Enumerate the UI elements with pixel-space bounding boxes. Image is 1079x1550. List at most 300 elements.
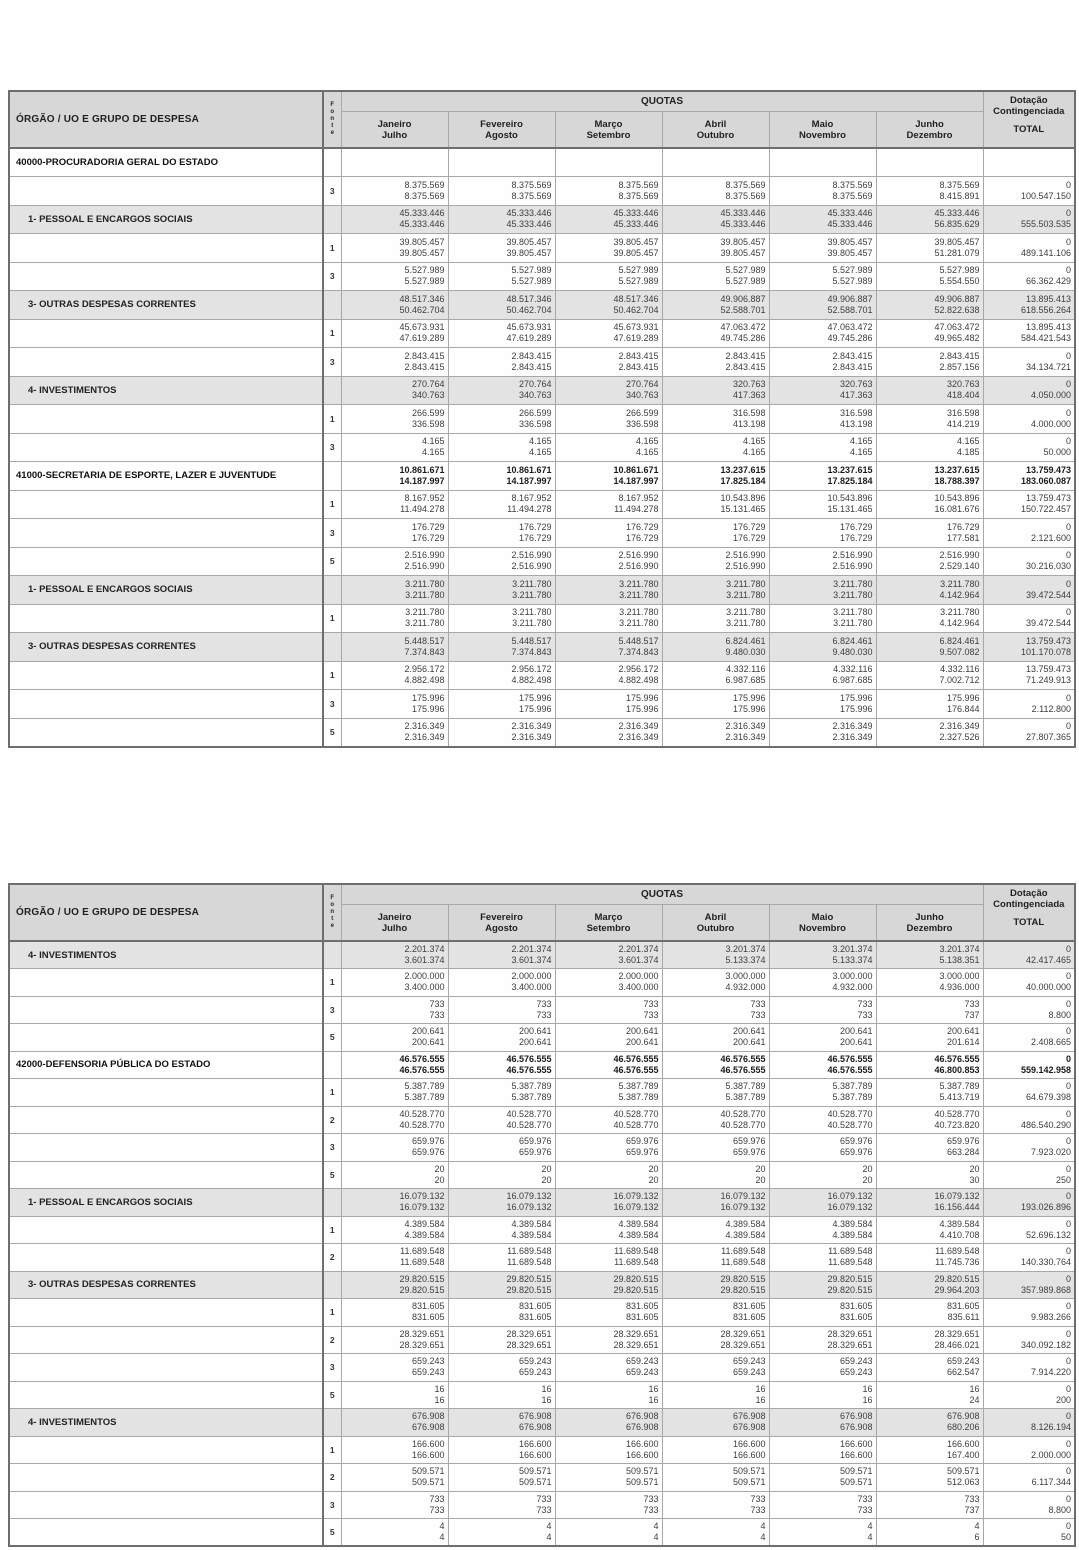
quota-cell: 46.576.555 46.800.853 [876,1051,983,1079]
fonte-value [323,576,341,605]
group-row [9,576,1075,605]
fonte-row [9,969,1075,997]
fonte-value: 5 [323,718,341,747]
fonte-row [9,604,1075,633]
quota-cell: 266.599 336.598 [448,405,555,434]
fonte-row [9,1436,1075,1464]
group-row [9,205,1075,234]
fonte-row [9,433,1075,462]
fonte-value [323,376,341,405]
fonte-value: 2 [323,1106,341,1134]
quota-cell: 659.976 663.284 [876,1134,983,1162]
fonte-row [9,1106,1075,1134]
fonte-value [323,633,341,662]
row-label: 1- PESSOAL E ENCARGOS SOCIAIS [9,576,323,605]
quota-cell: 3.201.374 5.133.374 [769,941,876,969]
quota-cell: 48.517.346 50.462.704 [555,291,662,320]
quota-cell: 2.516.990 2.516.990 [769,547,876,576]
quota-table-page-2 [8,883,1076,1547]
row-label [9,177,323,206]
fonte-value: 3 [323,1134,341,1162]
quota-cell: 40.528.770 40.528.770 [555,1106,662,1134]
fonte-value [323,291,341,320]
quota-cell: 509.571 509.571 [341,1464,448,1492]
quota-cell: 4 4 [555,1519,662,1547]
quota-cell: 29.820.515 29.820.515 [448,1271,555,1299]
dotacao-total-cell: 0 4.000.000 [983,405,1075,434]
quota-cell: 16 16 [448,1381,555,1409]
quota-cell: 3.211.780 3.211.780 [448,576,555,605]
dotacao-total-cell: 0 4.050.000 [983,376,1075,405]
quota-cell: 11.689.548 11.689.548 [555,1244,662,1272]
row-label [9,718,323,747]
quota-cell: 8.167.952 11.494.278 [448,490,555,519]
quota-cell: 2.000.000 3.400.000 [448,969,555,997]
quota-cell: 676.908 676.908 [662,1409,769,1437]
quota-cell: 45.333.446 56.835.629 [876,205,983,234]
fonte-row [9,690,1075,719]
quota-cell: 733 733 [662,996,769,1024]
row-label: 4- INVESTIMENTOS [9,376,323,405]
quota-cell: 48.517.346 50.462.704 [341,291,448,320]
row-label [9,1106,323,1134]
row-label: 41000-SECRETARIA DE ESPORTE, LAZER E JUVENTUDE [9,462,323,491]
row-label [9,1354,323,1382]
quota-cell: 11.689.548 11.689.548 [448,1244,555,1272]
dotacao-total-cell: 0 64.679.398 [983,1079,1075,1107]
quota-cell: 5.387.789 5.387.789 [448,1079,555,1107]
quota-cell: 5.527.989 5.527.989 [769,262,876,291]
quota-cell: 48.517.346 50.462.704 [448,291,555,320]
fonte-row [9,490,1075,519]
quota-cell: 45.333.446 45.333.446 [341,205,448,234]
fonte-row [9,1326,1075,1354]
quota-cell: 2.843.415 2.843.415 [448,348,555,377]
quota-cell: 4.389.584 4.410.708 [876,1216,983,1244]
quota-cell: 16.079.132 16.079.132 [341,1189,448,1217]
quota-cell: 16.079.132 16.156.444 [876,1189,983,1217]
quota-cell: 45.333.446 45.333.446 [555,205,662,234]
quota-cell: 2.316.349 2.316.349 [448,718,555,747]
row-label [9,1491,323,1519]
quota-cell: 5.387.789 5.387.789 [341,1079,448,1107]
total-label: TOTAL [1013,917,1045,928]
dotacao-total-cell: 0 200 [983,1381,1075,1409]
month-column-header-5: Maio Novembro [769,112,876,149]
quota-cell: 5.527.989 5.527.989 [662,262,769,291]
dotacao-total-cell: 0 193.026.896 [983,1189,1075,1217]
quota-cell: 8.375.569 8.375.569 [662,177,769,206]
quota-cell: 8.375.569 8.375.569 [341,177,448,206]
fonte-value: 1 [323,490,341,519]
row-label [9,996,323,1024]
fonte-value: 5 [323,1024,341,1052]
quota-cell: 45.333.446 45.333.446 [769,205,876,234]
fonte-row [9,262,1075,291]
dotacao-total-cell: 0 27.807.365 [983,718,1075,747]
quota-cell: 4 6 [876,1519,983,1547]
quota-cell: 2.516.990 2.516.990 [662,547,769,576]
quota-cell: 45.333.446 45.333.446 [662,205,769,234]
quota-cell: 28.329.651 28.329.651 [769,1326,876,1354]
quota-cell: 46.576.555 46.576.555 [555,1051,662,1079]
row-label [9,969,323,997]
fonte-value [323,462,341,491]
quota-cell: 3.211.780 3.211.780 [662,604,769,633]
fonte-value: 5 [323,1381,341,1409]
quota-cell: 3.000.000 4.932.000 [662,969,769,997]
dotacao-total-cell: 0 40.000.000 [983,969,1075,997]
fonte-row [9,661,1075,690]
table-header [9,91,1075,148]
quota-cell: 676.908 676.908 [448,1409,555,1437]
quota-cell: 16.079.132 16.079.132 [662,1189,769,1217]
quota-cell: 659.243 662.547 [876,1354,983,1382]
quota-cell: 166.600 167.400 [876,1436,983,1464]
dotacao-total-cell [983,148,1075,177]
quota-cell: 2.843.415 2.843.415 [341,348,448,377]
quota-cell: 2.316.349 2.316.349 [341,718,448,747]
quota-cell: 4.332.116 7.002.712 [876,661,983,690]
quota-cell: 5.527.989 5.554.550 [876,262,983,291]
quota-cell: 10.543.896 16.081.676 [876,490,983,519]
fonte-value [323,1271,341,1299]
fonte-value: 3 [323,690,341,719]
row-label: 4- INVESTIMENTOS [9,941,323,969]
quota-cell: 733 737 [876,1491,983,1519]
quota-cell: 8.167.952 11.494.278 [341,490,448,519]
quota-cell: 831.605 831.605 [341,1299,448,1327]
quota-cell: 20 20 [448,1161,555,1189]
dotacao-total-cell: 0 30.216.030 [983,547,1075,576]
dotacao-total-cell: 13.895.413 584.421.543 [983,319,1075,348]
fonte-row [9,177,1075,206]
row-label [9,1244,323,1272]
fonte-row [9,1244,1075,1272]
quota-cell: 11.689.548 11.689.548 [662,1244,769,1272]
quota-cell: 4 4 [341,1519,448,1547]
month-column-header-2: Fevereiro Agosto [448,905,555,942]
dotacao-total-cell: 0 7.914.220 [983,1354,1075,1382]
row-label: 3- OUTRAS DESPESAS CORRENTES [9,1271,323,1299]
quota-cell: 13.237.615 17.825.184 [769,462,876,491]
quota-cell: 3.000.000 4.936.000 [876,969,983,997]
fonte-value: 1 [323,1436,341,1464]
quota-cell: 40.528.770 40.528.770 [341,1106,448,1134]
quota-cell: 676.908 676.908 [555,1409,662,1437]
orgao-column-header: ÓRGÃO / UO E GRUPO DE DESPESA [9,91,323,148]
row-label [9,405,323,434]
quota-cell: 3.211.780 3.211.780 [769,604,876,633]
row-label: 40000-PROCURADORIA GERAL DO ESTADO [9,148,323,177]
dotacao-total-cell: 0 66.362.429 [983,262,1075,291]
quota-cell: 49.906.887 52.822.638 [876,291,983,320]
quota-cell: 40.528.770 40.528.770 [662,1106,769,1134]
quota-cell: 6.824.461 9.507.082 [876,633,983,662]
dotacao-total-cell: 0 140.330.764 [983,1244,1075,1272]
row-label [9,519,323,548]
quota-cell: 320.763 418.404 [876,376,983,405]
dotacao-total-column-header [983,884,1075,941]
fonte-column-header: F o n t e [323,884,341,941]
dotacao-total-cell: 0 2.000.000 [983,1436,1075,1464]
table-body [9,941,1075,1546]
quota-cell: 3.211.780 3.211.780 [555,604,662,633]
row-label [9,262,323,291]
fonte-row [9,1024,1075,1052]
quota-cell: 676.908 676.908 [769,1409,876,1437]
quota-cell: 6.824.461 9.480.030 [662,633,769,662]
dotacao-total-cell: 0 9.983.266 [983,1299,1075,1327]
fonte-value: 3 [323,177,341,206]
dotacao-total-cell: 0 489.141.106 [983,234,1075,263]
fonte-value: 2 [323,1326,341,1354]
quota-cell: 200.641 200.641 [662,1024,769,1052]
quota-cell: 5.527.989 5.527.989 [341,262,448,291]
quota-cell: 10.543.896 15.131.465 [769,490,876,519]
dotacao-total-cell: 0 555.503.535 [983,205,1075,234]
quota-cell: 175.996 175.996 [662,690,769,719]
quota-cell: 16 16 [555,1381,662,1409]
quota-cell: 39.805.457 39.805.457 [448,234,555,263]
quota-cell: 270.764 340.763 [555,376,662,405]
fonte-value: 5 [323,547,341,576]
quota-cell: 6.824.461 9.480.030 [769,633,876,662]
fonte-value: 2 [323,1244,341,1272]
quota-cell: 659.976 659.976 [662,1134,769,1162]
quotas-header: QUOTAS [341,884,983,905]
quota-table-page-1 [8,90,1076,748]
quota-cell: 45.673.931 47.619.289 [341,319,448,348]
fonte-value [323,1189,341,1217]
quota-cell: 29.820.515 29.820.515 [341,1271,448,1299]
dotacao-total-cell: 0 8.800 [983,1491,1075,1519]
row-label [9,1134,323,1162]
quota-cell: 11.689.548 11.745.736 [876,1244,983,1272]
dotacao-total-cell: 0 486.540.290 [983,1106,1075,1134]
quota-cell: 10.861.671 14.187.997 [555,462,662,491]
quota-cell: 28.329.651 28.329.651 [555,1326,662,1354]
dotacao-total-cell: 0 50.000 [983,433,1075,462]
quota-cell: 28.329.651 28.329.651 [662,1326,769,1354]
dotacao-total-cell: 0 42.417.465 [983,941,1075,969]
quota-cell: 659.243 659.243 [341,1354,448,1382]
dotacao-total-cell: 0 357.989.868 [983,1271,1075,1299]
quota-cell: 2.516.990 2.516.990 [341,547,448,576]
quota-cell: 200.641 200.641 [769,1024,876,1052]
fonte-row [9,348,1075,377]
quota-cell: 4.165 4.165 [341,433,448,462]
quota-cell: 4.389.584 4.389.584 [341,1216,448,1244]
quota-cell: 266.599 336.598 [555,405,662,434]
fonte-row [9,547,1075,576]
budget-report-page-1 [8,90,1074,748]
group-row [9,376,1075,405]
quota-cell: 509.571 509.571 [555,1464,662,1492]
quota-cell: 4.389.584 4.389.584 [448,1216,555,1244]
quota-cell: 5.448.517 7.374.843 [341,633,448,662]
month-column-header-5: Maio Novembro [769,905,876,942]
quota-cell: 200.641 200.641 [448,1024,555,1052]
quota-cell: 16 16 [341,1381,448,1409]
quota-cell: 13.237.615 17.825.184 [662,462,769,491]
quota-cell: 5.448.517 7.374.843 [555,633,662,662]
quota-cell: 831.605 835.611 [876,1299,983,1327]
quota-cell: 2.516.990 2.529.140 [876,547,983,576]
dotacao-total-cell: 0 2.112.800 [983,690,1075,719]
row-label [9,690,323,719]
quota-cell: 3.201.374 5.138.351 [876,941,983,969]
quota-cell: 3.211.780 3.211.780 [769,576,876,605]
row-label: 4- INVESTIMENTOS [9,1409,323,1437]
month-column-header-1: Janeiro Julho [341,905,448,942]
quota-cell: 509.571 512.063 [876,1464,983,1492]
dotacao-total-cell: 13.895.413 618.556.264 [983,291,1075,320]
quota-cell: 40.528.770 40.528.770 [448,1106,555,1134]
quota-cell [662,148,769,177]
org-row [9,462,1075,491]
dotacao-total-cell: 13.759.473 183.060.087 [983,462,1075,491]
quota-cell: 659.976 659.976 [448,1134,555,1162]
quota-cell: 8.167.952 11.494.278 [555,490,662,519]
fonte-value: 1 [323,1079,341,1107]
quota-cell: 2.956.172 4.882.498 [341,661,448,690]
quota-cell: 2.316.349 2.316.349 [662,718,769,747]
quota-cell: 13.237.615 18.788.397 [876,462,983,491]
fonte-column-header: F o n t e [323,91,341,148]
fonte-row [9,718,1075,747]
quota-cell: 49.906.887 52.588.701 [769,291,876,320]
group-row [9,1409,1075,1437]
quota-cell: 46.576.555 46.576.555 [769,1051,876,1079]
quota-cell: 16 16 [662,1381,769,1409]
fonte-row [9,1299,1075,1327]
quota-cell: 2.316.349 2.327.526 [876,718,983,747]
quota-cell: 676.908 680.206 [876,1409,983,1437]
month-column-header-1: Janeiro Julho [341,112,448,149]
quota-cell: 3.000.000 4.932.000 [769,969,876,997]
quota-cell: 166.600 166.600 [555,1436,662,1464]
fonte-row [9,1216,1075,1244]
quota-cell: 29.820.515 29.820.515 [662,1271,769,1299]
row-label: 42000-DEFENSORIA PÚBLICA DO ESTADO [9,1051,323,1079]
fonte-value: 1 [323,405,341,434]
quota-cell: 16 24 [876,1381,983,1409]
fonte-row [9,996,1075,1024]
fonte-value [323,205,341,234]
row-label [9,1464,323,1492]
quota-cell: 8.375.569 8.375.569 [555,177,662,206]
quota-cell: 45.673.931 47.619.289 [448,319,555,348]
quota-cell: 320.763 417.363 [769,376,876,405]
group-row [9,291,1075,320]
quota-cell: 831.605 831.605 [769,1299,876,1327]
fonte-row [9,319,1075,348]
quota-cell: 175.996 176.844 [876,690,983,719]
row-label [9,433,323,462]
quota-cell: 29.820.515 29.964.203 [876,1271,983,1299]
dotacao-total-cell: 0 39.472.544 [983,576,1075,605]
row-label [9,547,323,576]
quota-cell: 176.729 176.729 [341,519,448,548]
fonte-value: 5 [323,1161,341,1189]
fonte-value: 1 [323,969,341,997]
quota-cell: 16.079.132 16.079.132 [448,1189,555,1217]
quota-cell: 2.000.000 3.400.000 [341,969,448,997]
fonte-value: 3 [323,433,341,462]
quota-cell: 46.576.555 46.576.555 [341,1051,448,1079]
fonte-row [9,1134,1075,1162]
quota-cell: 4.165 4.185 [876,433,983,462]
fonte-row [9,1519,1075,1547]
fonte-value: 3 [323,1354,341,1382]
quota-cell: 2.516.990 2.516.990 [448,547,555,576]
dotacao-label: Dotação Contingenciada [993,95,1065,117]
quota-cell: 166.600 166.600 [769,1436,876,1464]
quota-cell: 4.165 4.165 [662,433,769,462]
quota-cell: 3.211.780 3.211.780 [555,576,662,605]
quota-cell: 2.843.415 2.843.415 [662,348,769,377]
row-label: 1- PESSOAL E ENCARGOS SOCIAIS [9,205,323,234]
quota-cell [341,148,448,177]
quota-cell: 10.861.671 14.187.997 [341,462,448,491]
quota-cell: 29.820.515 29.820.515 [769,1271,876,1299]
dotacao-total-cell: 0 6.117.344 [983,1464,1075,1492]
quota-cell: 176.729 176.729 [662,519,769,548]
quota-cell: 28.329.651 28.329.651 [341,1326,448,1354]
quota-cell: 4.332.116 6.987.685 [662,661,769,690]
fonte-value [323,148,341,177]
quota-cell: 2.000.000 3.400.000 [555,969,662,997]
fonte-row [9,1079,1075,1107]
quota-cell: 200.641 201.614 [876,1024,983,1052]
quota-cell: 175.996 175.996 [769,690,876,719]
dotacao-total-cell: 0 250 [983,1161,1075,1189]
row-label [9,1519,323,1547]
quota-cell: 733 733 [341,1491,448,1519]
quota-cell: 4.389.584 4.389.584 [769,1216,876,1244]
quota-cell: 2.201.374 3.601.374 [448,941,555,969]
quota-cell: 29.820.515 29.820.515 [555,1271,662,1299]
quota-cell: 3.211.780 3.211.780 [341,604,448,633]
quota-cell: 4.332.116 6.987.685 [769,661,876,690]
quota-cell: 316.598 414.219 [876,405,983,434]
month-column-header-4: Abril Outubro [662,112,769,149]
fonte-value: 1 [323,1299,341,1327]
quota-cell: 200.641 200.641 [555,1024,662,1052]
quota-cell: 5.527.989 5.527.989 [555,262,662,291]
quota-cell: 733 733 [555,1491,662,1519]
quota-cell: 509.571 509.571 [769,1464,876,1492]
fonte-value [323,1409,341,1437]
row-label: 3- OUTRAS DESPESAS CORRENTES [9,291,323,320]
quota-cell: 3.211.780 3.211.780 [662,576,769,605]
quota-cell: 509.571 509.571 [662,1464,769,1492]
quota-cell: 316.598 413.198 [769,405,876,434]
quota-cell [448,148,555,177]
quota-cell: 28.329.651 28.329.651 [448,1326,555,1354]
quota-cell: 733 733 [769,996,876,1024]
dotacao-total-cell: 0 52.696.132 [983,1216,1075,1244]
fonte-value: 1 [323,1216,341,1244]
fonte-value: 3 [323,1491,341,1519]
fonte-row [9,519,1075,548]
dotacao-total-cell: 13.759.473 150.722.457 [983,490,1075,519]
quota-cell: 28.329.651 28.466.021 [876,1326,983,1354]
quota-cell: 4.165 4.165 [448,433,555,462]
row-label [9,1024,323,1052]
quota-cell: 733 733 [662,1491,769,1519]
